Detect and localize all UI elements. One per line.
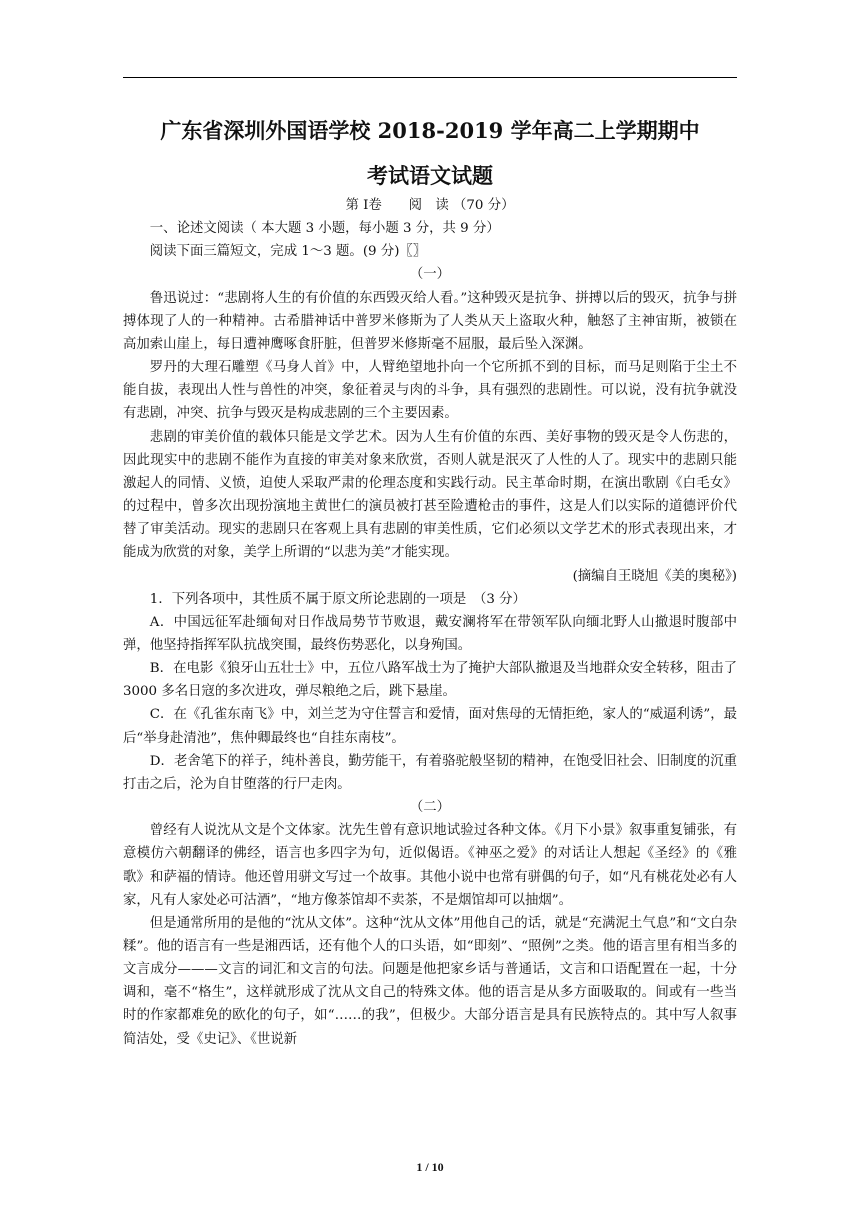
- paragraph: 罗丹的大理石雕塑《马身人首》中，人臂绝望地扑向一个它所抓不到的目标，而马足则陷于尘土不能自拔，表现出人性与兽性的冲突，象征着灵与肉的斗争，具有强烈的悲剧性。可以说，没有抗争就没有悲剧，冲突、抗争与毁灭是构成悲剧的三个主要因素。: [123, 360, 737, 422]
- passage-2-marker: （二）: [409, 800, 451, 816]
- part-heading: 一、论述文阅读（ 本大题 3 小题，每小题 3 分，共 9 分）: [149, 221, 500, 237]
- passage-1-marker: （一）: [409, 267, 451, 283]
- paragraph: 但是通常所用的是他的“沈从文体”。这种“沈从文体”用他自己的话，就是“充满泥土气息”和“文白杂糅”。他的语言有一些是湘西话，还有他个人的口头语，如“即刻”、“照例”之类。他的语言里有相当多的文言成分———文言的词汇和文言的句法。问题是他把家乡话与普通话，文言和口语配置在一起，十分调和，毫不“格生”，这样就形成了沈从文自己的特殊文体。他的语言是从多方面吸取的。间或有一些当时的作家都难免的欧化的句子，如“……的我”，但极少。大部分语言是具有民族特点的。其中写人叙事简洁处，受《史记》、《世说新: [123, 915, 737, 1047]
- document-title-line-1: 广东省深圳外国语学校 2018-2019 学年高二上学期期中: [160, 118, 700, 143]
- question-1: 1．下列各项中，其性质不属于原文所论悲剧的一项是 （3 分）: [149, 591, 526, 607]
- paragraph: 鲁迅说过：“悲剧将人生的有价值的东西毁灭给人看。”这种毁灭是抗争、拼搏以后的毁灭，抗争与拼搏体现了人的一种精神。古希腊神话中普罗米修斯为了人类从天上盗取火种，触怒了主神宙斯，被锁在高加索山崖上，每日遭神鹰啄食肝脏，但普罗米修斯毫不屈服，最后坠入深渊。: [123, 290, 737, 352]
- document-title-line-2: 考试语文试题: [367, 163, 493, 188]
- header-rule: [123, 77, 737, 78]
- paragraph: 悲剧的审美价值的载体只能是文学艺术。因为人生有价值的东西、美好事物的毁灭是令人伤悲的，因此现实中的悲剧不能作为直接的审美对象来欣赏，否则人就是泯灭了人性的人了。现实中的悲剧只能激起人的同情、义愤，迫使人采取严肃的伦理态度和实践行动。民主革命时期，在演出歌剧《白毛女》的过程中，曾多次出现扮演地主黄世仁的演员被打甚至险遭枪击的事件，这是人们以实际的道德评价代替了审美活动。现实的悲剧只在客观上具有悲剧的审美性质，它们必须以文学艺术的形式表现出来，才能成为欣赏的对象，美学上所谓的“以悲为美”才能实现。: [123, 429, 737, 561]
- document-body: [123, 194, 737, 1051]
- option-c: C．在《孔雀东南飞》中，刘兰芝为守住誓言和爱情，面对焦母的无情拒绝，家人的“威逼利诱”，最后“举身赴清池”，焦仲卿最终也“自挂东南枝”。: [123, 707, 737, 746]
- option-a: A．中国远征军赴缅甸对日作战局势节节败退，戴安澜将军在带领军队向缅北野人山撤退时腹部中弹，他坚持指挥军队抗战突围，最终伤势恶化，以身殉国。: [123, 614, 737, 653]
- page-number: 1 / 10: [416, 1160, 444, 1174]
- reading-instruction: 阅读下面三篇短文，完成 1～3 题。(9 分)〖〗: [149, 244, 427, 260]
- source-citation: (摘编自王晓旭《美的奥秘》): [572, 568, 737, 584]
- section-heading: 第 Ⅰ卷 阅 读 （70 分）: [345, 198, 515, 213]
- option-d: D．老舍笔下的祥子，纯朴善良，勤劳能干，有着骆驼般坚韧的精神，在饱受旧社会、旧制度的沉重打击之后，沦为自甘堕落的行尸走肉。: [123, 753, 737, 792]
- paragraph: 曾经有人说沈从文是个文体家。沈先生曾有意识地试验过各种文体。《月下小景》叙事重复铺张，有意模仿六朝翻译的佛经，语言也多四字为句，近似偈语。《神巫之爱》的对话让人想起《圣经》的《雅歌》和萨福的情诗。他还曾用骈文写过一个故事。其他小说中也常有骈偶的句子，如“凡有桃花处必有人家，凡有人家处必可沽酒”，“地方像茶馆却不卖茶，不是烟馆却可以抽烟”。: [123, 823, 737, 908]
- option-b: B．在电影《狼牙山五壮士》中，五位八路军战士为了掩护大部队撤退及当地群众安全转移，阻击了 3000 多名日寇的多次进攻，弹尽粮绝之后，跳下悬崖。: [123, 661, 737, 700]
